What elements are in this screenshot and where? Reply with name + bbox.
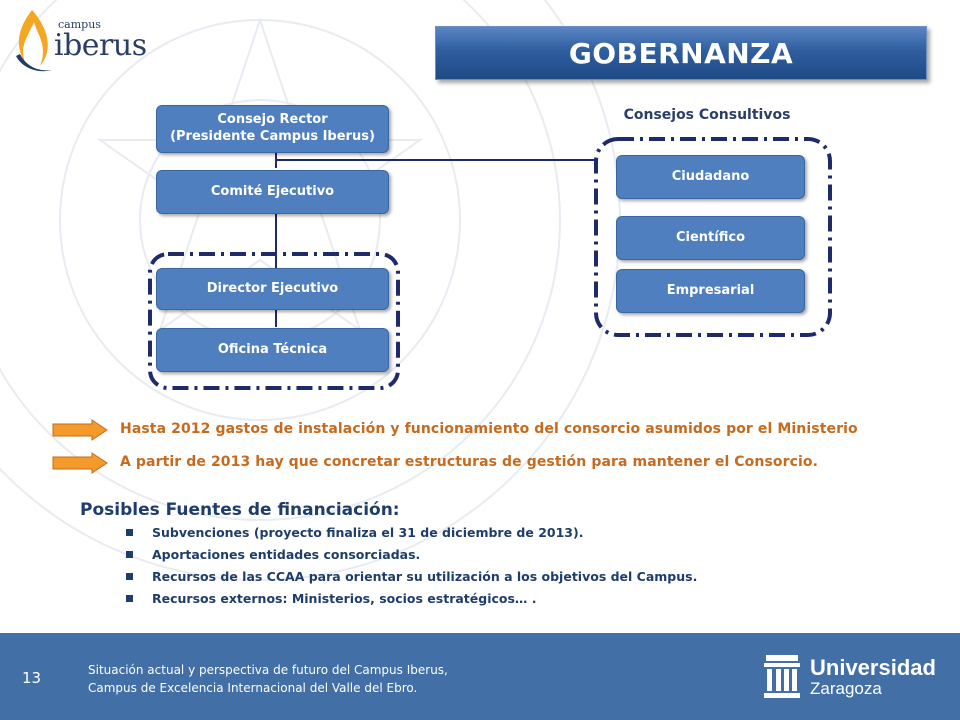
logo-big-text: iberus [54,28,147,63]
financing-list [126,525,697,613]
arrow-right-icon [52,452,108,474]
consejo-ciudadano-label: Ciudadano [671,168,750,184]
financing-title: Posibles Fuentes de financiación: [80,500,400,520]
footer-line-2: Campus de Excelencia Internacional del Valle del Ebro. [88,681,418,695]
universidad-zaragoza-logo [762,651,952,707]
university-city: Zaragoza [810,679,882,698]
arrow-right-icon [52,419,108,441]
consejo-empresarial-label: Empresarial [666,282,755,298]
comite-ejecutivo-box [156,170,389,214]
bullet-text-1: Hasta 2012 gastos de instalación y funcionamiento del consorcio asumidos por el Ministerio [120,421,858,437]
bullet-line-1 [52,419,932,441]
consejo-rector-box [156,105,389,153]
consejo-cientifico-box [616,216,805,260]
university-name: Universidad [810,655,936,680]
page-number: 13 [22,669,42,687]
page-title: GOBERNANZA [568,36,794,70]
consejo-rector-label: Consejo Rector [217,112,328,128]
consejo-cientifico-label: Científico [675,229,745,245]
list-item: Recursos externos: Ministerios, socios estratégicos… . [126,591,697,613]
consejos-consultivos-label: Consejos Consultivos [623,107,791,123]
oficina-tecnica-label: Oficina Técnica [217,341,328,357]
list-item: Subvenciones (proyecto finaliza el 31 de diciembre de 2013). [126,525,697,547]
list-item: Recursos de las CCAA para orientar su utilización a los objetivos del Campus. [126,569,697,591]
footer-line-1: Situación actual y perspectiva de futuro del Campus Iberus, [88,663,448,677]
consejo-ciudadano-box [616,155,805,199]
university-building-icon [762,653,802,705]
bullet-text-2: A partir de 2013 hay que concretar estructuras de gestión para mantener el Consorcio. [120,454,819,470]
consejo-rector-sublabel: (Presidente Campus Iberus) [170,129,375,144]
oficina-tecnica-box [156,328,389,372]
comite-ejecutivo-label: Comité Ejecutivo [210,183,335,199]
bullet-line-2 [52,452,932,474]
director-ejecutivo-label: Director Ejecutivo [206,280,339,296]
list-item: Aportaciones entidades consorciadas. [126,547,697,569]
director-ejecutivo-box [156,268,389,310]
footer-bar [0,633,960,720]
logo-small-text: campus [58,18,101,31]
consejo-empresarial-box [616,269,805,313]
footer-caption [88,661,448,697]
